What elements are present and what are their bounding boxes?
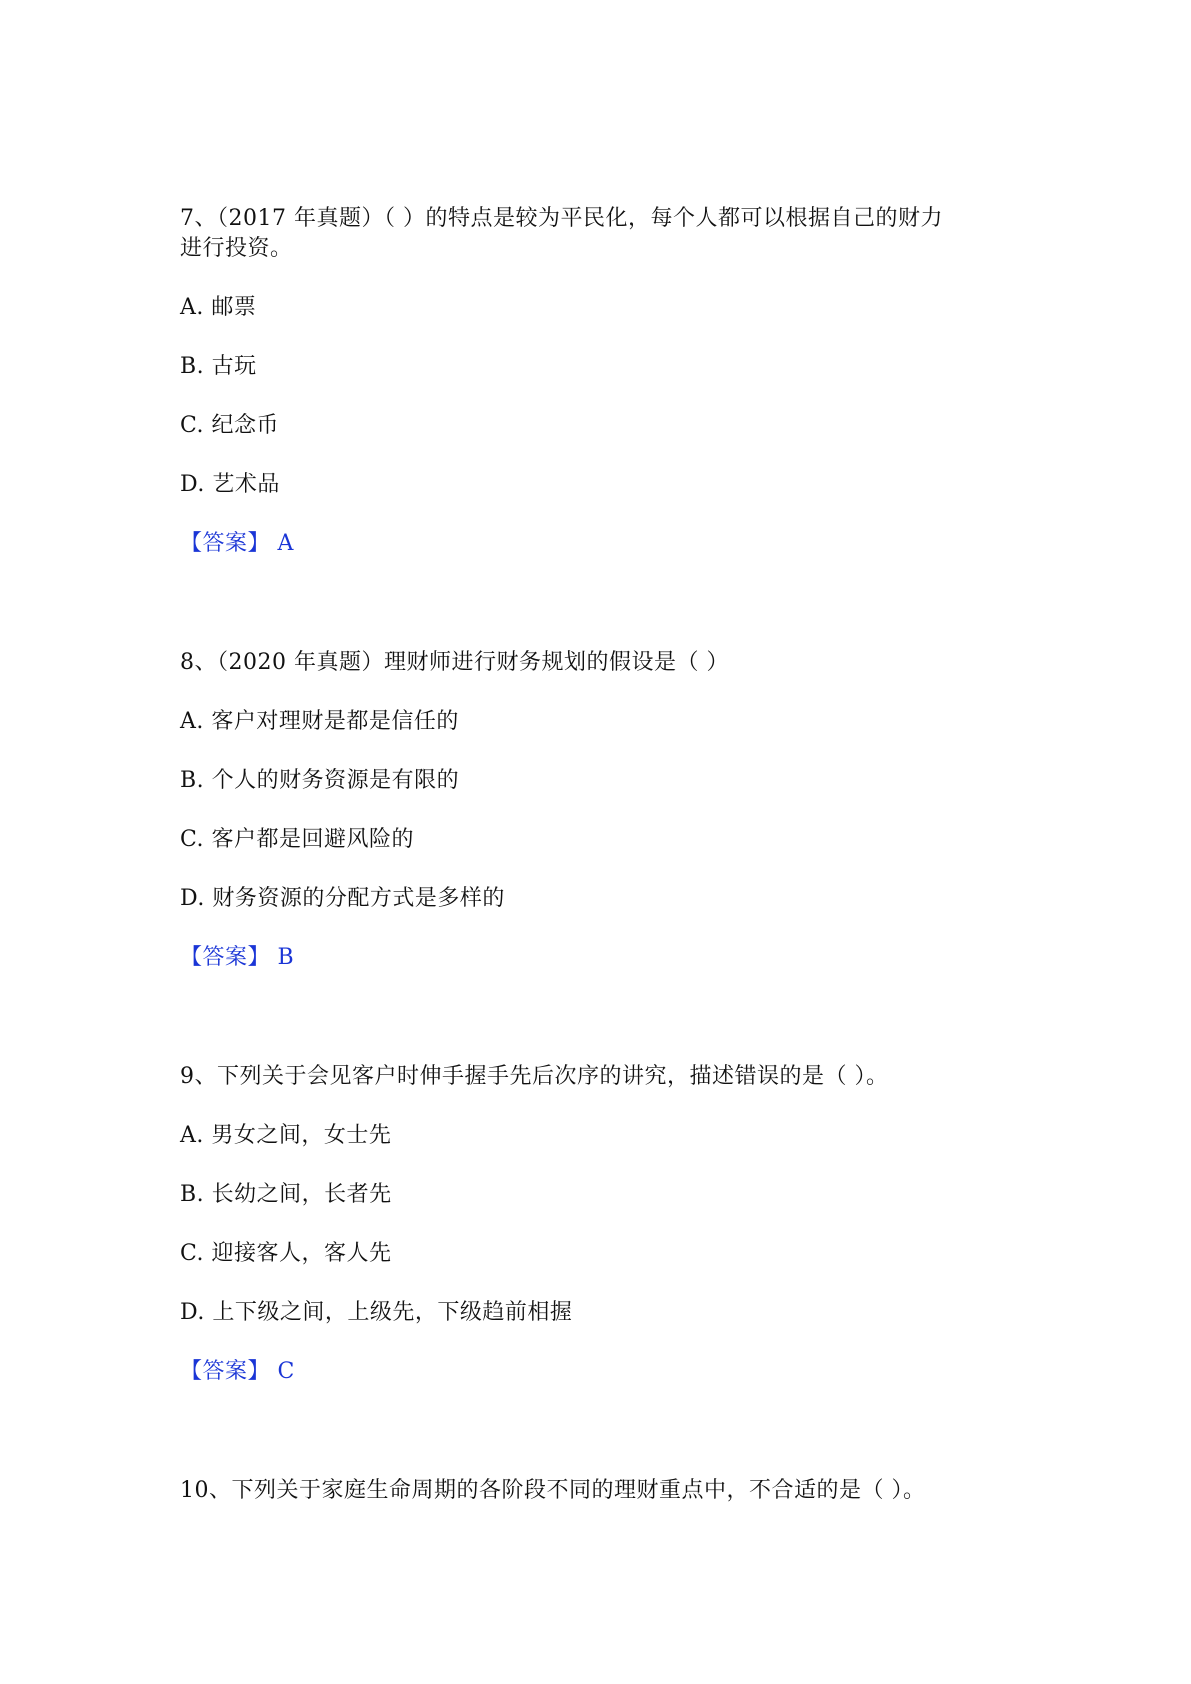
question-7-answer: 【答案】 A xyxy=(180,531,294,556)
question-7-option-b: B. 古玩 xyxy=(180,354,257,379)
question-7-stem-line-1: 7、（2017 年真题）（ ）的特点是较为平民化，每个人都可以根据自己的财力 xyxy=(180,206,943,231)
question-7-option-c: C. 纪念币 xyxy=(180,413,280,438)
question-9-option-a: A. 男女之间，女士先 xyxy=(180,1123,392,1148)
question-9-answer: 【答案】 C xyxy=(180,1359,295,1384)
question-9-option-b: B. 长幼之间，长者先 xyxy=(180,1182,392,1207)
question-8-option-b: B. 个人的财务资源是有限的 xyxy=(180,768,460,793)
question-7-stem-line-2: 进行投资。 xyxy=(180,236,293,261)
question-7-option-a: A. 邮票 xyxy=(180,295,257,320)
question-9-option-c: C. 迎接客人，客人先 xyxy=(180,1241,392,1266)
question-7-option-d: D. 艺术品 xyxy=(180,472,280,497)
question-8-option-a: A. 客户对理财是都是信任的 xyxy=(180,709,459,734)
question-9-stem: 9、下列关于会见客户时伸手握手先后次序的讲究，描述错误的是（ ）。 xyxy=(180,1064,889,1089)
question-8-option-c: C. 客户都是回避风险的 xyxy=(180,827,415,852)
question-9-option-d: D. 上下级之间，上级先，下级趋前相握 xyxy=(180,1300,573,1325)
question-8-stem: 8、（2020 年真题）理财师进行财务规划的假设是（ ） xyxy=(180,650,729,675)
question-8-option-d: D. 财务资源的分配方式是多样的 xyxy=(180,886,505,911)
question-8-answer: 【答案】 B xyxy=(180,945,295,970)
question-10-stem: 10、下列关于家庭生命周期的各阶段不同的理财重点中，不合适的是（ ）。 xyxy=(180,1478,926,1503)
